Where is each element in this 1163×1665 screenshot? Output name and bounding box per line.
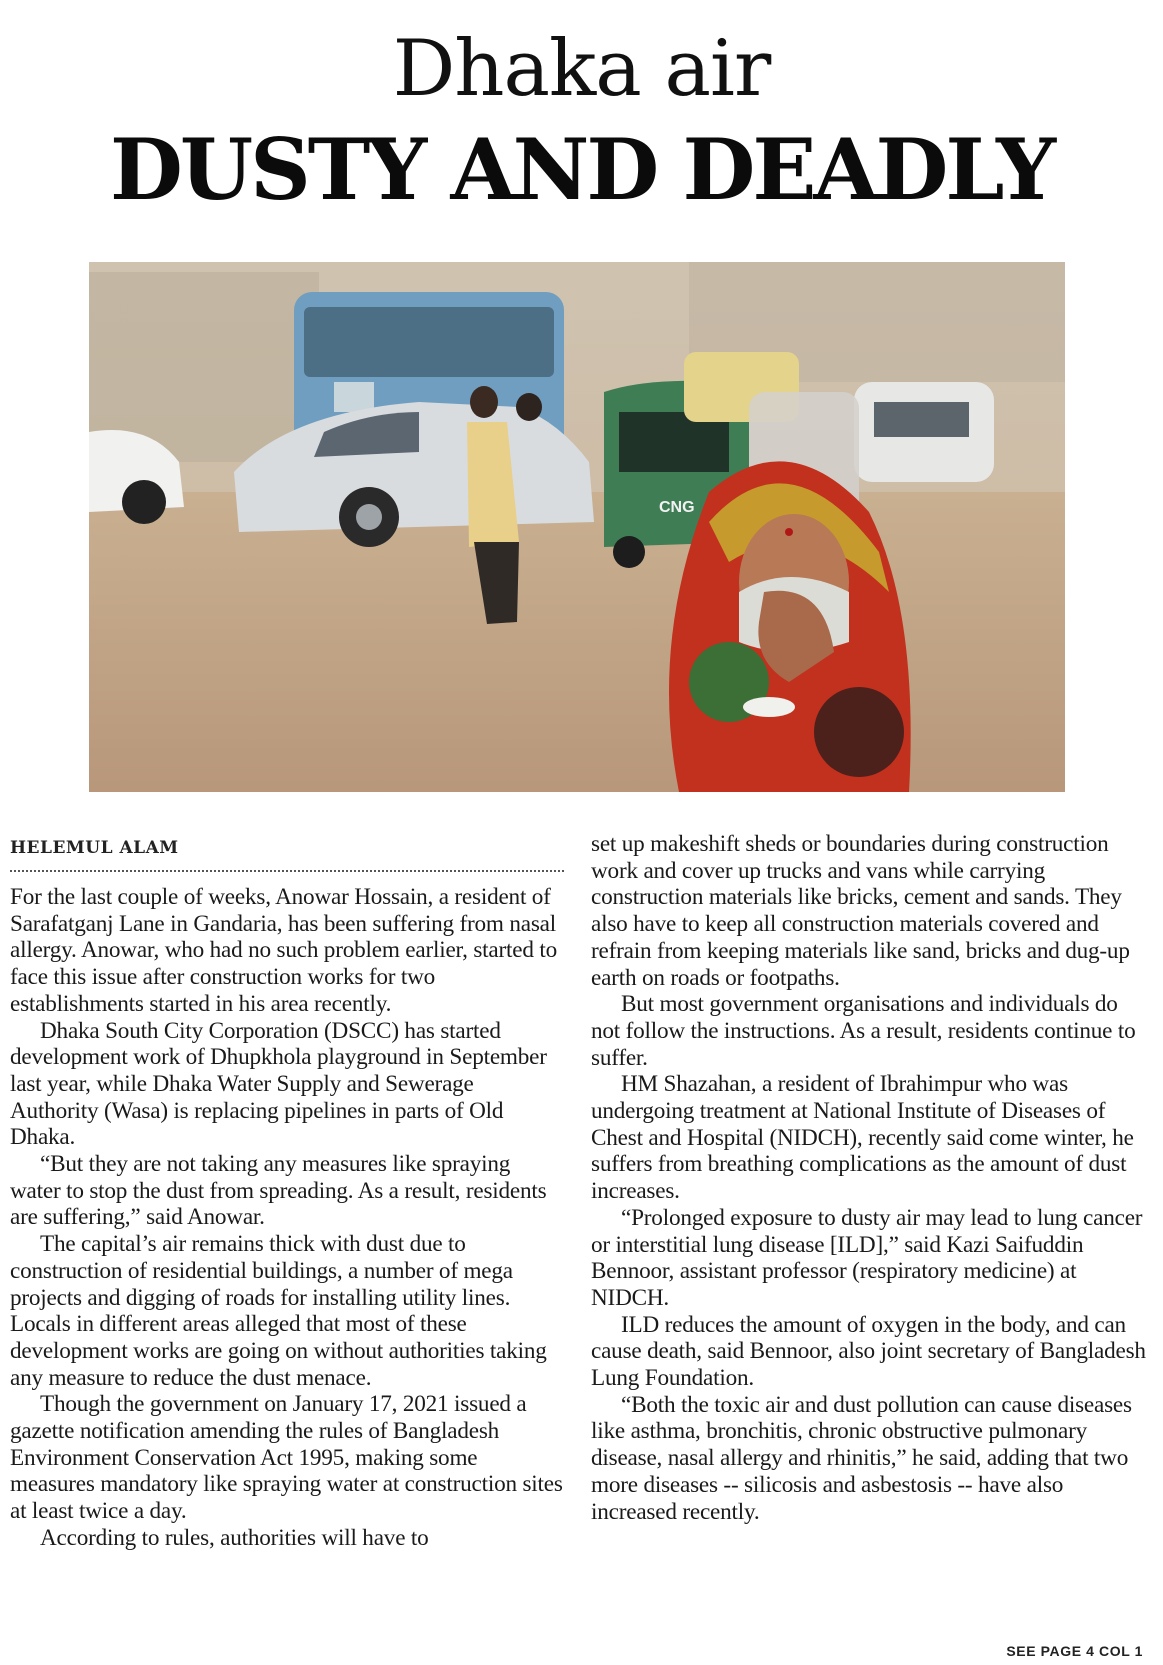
- paragraph: set up makeshift sheds or boundaries during construction work and cover up trucks and vans while carrying construction materials like bricks, cement and sands. They also have to keep all construction materials covered and refrain from keeping materials like sand, bricks and dug-up earth on roads or footpaths.: [591, 831, 1130, 991]
- paragraph: HM Shazahan, a resident of Ibrahimpur who was undergoing treatment at National Institute of Diseases of Chest and Hospital (NIDCH), recently said come winter, he suffers from breathing complications as the amount of dust increases.: [591, 1071, 1134, 1205]
- headline-kicker: Dhaka air: [392, 24, 771, 114]
- paragraph: According to rules, authorities will have to: [40, 1524, 429, 1551]
- continued-jump-line: SEE PAGE 4 COL 1: [1006, 1643, 1143, 1659]
- paragraph: The capital’s air remains thick with dust due to construction of residential buildings, a number of mega projects and digging of roads for installing utility lines. Locals in different areas alleged that most of these development works are going on without authorities taking any measure to reduce the dust menace.: [10, 1231, 547, 1391]
- paragraph: But most government organisations and individuals do not follow the instructions. As a result, residents continue to suffer.: [591, 991, 1136, 1071]
- byline-divider: [10, 870, 564, 872]
- paragraph: “But they are not taking any measures like spraying water to stop the dust from spreading. As a result, residents are suffering,” said Anowar.: [10, 1151, 547, 1231]
- article-column-1: [10, 884, 566, 1552]
- article-column-2: [591, 831, 1148, 1525]
- paragraph: “Prolonged exposure to dusty air may lead to lung cancer or interstitial lung disease [ILD],” said Kazi Saifuddin Bennoor, assistant professor (respiratory medicine) at NIDCH.: [591, 1204, 1143, 1311]
- paragraph: ILD reduces the amount of oxygen in the body, and can cause death, said Bennoor, also joint secretary of Bangladesh Lung Foundation.: [591, 1311, 1146, 1392]
- headline-main: DUSTY AND DEADLY: [109, 120, 1054, 219]
- cng-label: CNG: [659, 499, 695, 516]
- dusty-street-illustration: [89, 262, 1065, 792]
- news-photo: [89, 262, 1065, 792]
- byline: HELEMUL ALAM: [10, 838, 179, 858]
- paragraph: Though the government on January 17, 2021 issued a gazette notification amending the rules of Bangladesh Environment Conservation Act 1995, making some measures mandatory like spraying water at construction sites at least twice a day.: [10, 1391, 563, 1525]
- paragraph: For the last couple of weeks, Anowar Hossain, a resident of Sarafatganj Lane in Gandaria, has been suffering from nasal allergy. Anowar, who had no such problem earlier, started to face this issue after construction works for two establishments started in his area recently.: [10, 884, 557, 1017]
- paragraph: “Both the toxic air and dust pollution can cause diseases like asthma, bronchitis, chronic obstructive pulmonary disease, nasal allergy and rhinitis,” he said, adding that two more diseases -- silicosis and asbestosis -- have also increased recently.: [591, 1391, 1132, 1525]
- paragraph: Dhaka South City Corporation (DSCC) has started development work of Dhupkhola playground in September last year, while Dhaka Water Supply and Sewerage Authority (Wasa) is replacing pipelines in parts of Old Dhaka.: [10, 1017, 547, 1151]
